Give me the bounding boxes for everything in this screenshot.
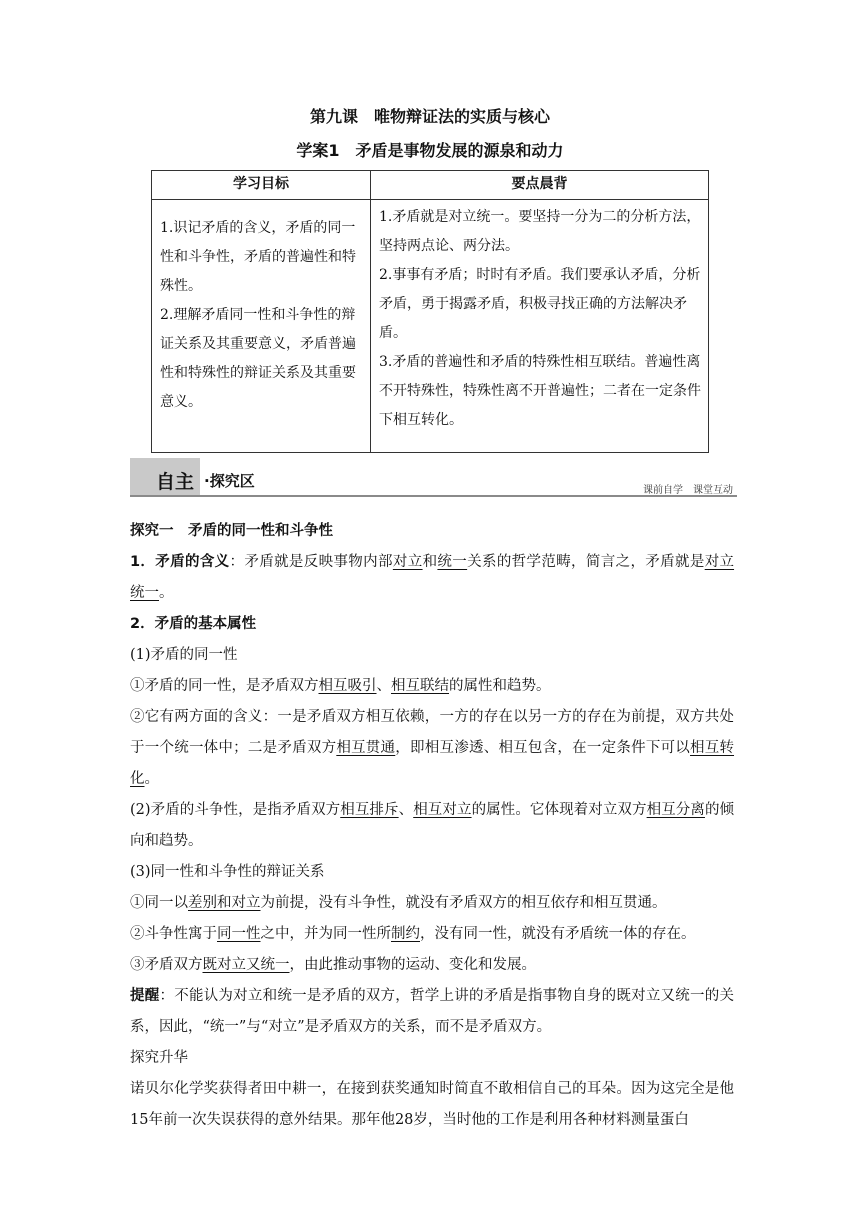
objectives-table (151, 170, 709, 453)
goals-header: 学习目标 (152, 171, 371, 200)
band-main-label: 自主 (156, 471, 195, 493)
goals-cell (152, 200, 371, 453)
paragraph-identity-1: ①矛盾的同一性，是矛盾双方相互吸引、相互联结的属性和趋势。 (130, 678, 551, 694)
paragraph-relation-heading: (3)同一性和斗争性的辩证关系 (130, 864, 325, 880)
paragraph-relation-2: ②斗争性寓于同一性之中，并为同一性所制约，没有同一性，就没有矛盾统一体的存在。 (130, 926, 696, 942)
band-right-label: 课前自学 课堂互动 (643, 485, 733, 496)
paragraph-attributes-heading: 2．矛盾的基本属性 (130, 616, 257, 632)
point-item: 1.矛盾就是对立统一。要坚持一分为二的分析方法，坚持两点论、两分法。 (379, 209, 701, 254)
paragraph-identity-heading: (1)矛盾的同一性 (130, 647, 238, 663)
paragraph-identity-2: ②它有两方面的含义：一是矛盾双方相互依赖，一方的存在以另一方的存在为前提，双方共处于一个统一体中；二是矛盾双方相互贯通，即相互渗透、相互包含，在一定条件下可以相互转化。 (130, 709, 735, 787)
point-item: 3.矛盾的普遍性和矛盾的特殊性相互联结。普遍性离不开特殊性，特殊性离不开普遍性；二者在一定条件下相互转化。 (379, 354, 701, 428)
band-sub-label: ·探究区 (204, 472, 255, 490)
lesson-title: 第九课 唯物辩证法的实质与核心 (309, 107, 550, 126)
paragraph-story: 诺贝尔化学奖获得者田中耕一，在接到获奖通知时简直不敢相信自己的耳朵。因为这完全是他15年前一次失误获得的意外结果。那年他28岁，当时他的工作是利用各种材料测量蛋白 (130, 1081, 734, 1128)
inquiry-heading: 探究一 矛盾的同一性和斗争性 (130, 523, 333, 539)
paragraph-relation-1: ①同一以差别和对立为前提，没有斗争性，就没有矛盾双方的相互依存和相互贯通。 (130, 895, 667, 911)
section-band (130, 458, 737, 498)
content-body (130, 516, 734, 1136)
paragraph-sublimation-heading: 探究升华 (130, 1050, 188, 1066)
case-title: 学案1 矛盾是事物发展的源泉和动力 (296, 141, 564, 160)
paragraph-definition: 1．矛盾的含义：矛盾就是反映事物内部对立和统一关系的哲学范畴，简言之，矛盾就是对立统一。 (130, 554, 735, 601)
paragraph-struggle: (2)矛盾的斗争性，是指矛盾双方相互排斥、相互对立的属性。它体现着对立双方相互分离的倾向和趋势。 (130, 802, 735, 849)
points-header: 要点晨背 (371, 171, 709, 200)
goal-item: 2.理解矛盾同一性和斗争性的辩证关系及其重要意义，矛盾普遍性和特殊性的辩证关系及其重要意义。 (160, 307, 356, 410)
point-item: 2.事事有矛盾；时时有矛盾。我们要承认矛盾，分析矛盾，勇于揭露矛盾，积极寻找正确的方法解决矛盾。 (379, 267, 701, 341)
goal-item: 1.识记矛盾的含义，矛盾的同一性和斗争性，矛盾的普遍性和特殊性。 (160, 220, 356, 294)
points-cell (371, 200, 709, 453)
paragraph-reminder: 提醒：不能认为对立和统一是矛盾的双方，哲学上讲的矛盾是指事物自身的既对立又统一的关系，因此，“统一”与“对立”是矛盾双方的关系，而不是矛盾双方。 (130, 988, 735, 1035)
paragraph-relation-3: ③矛盾双方既对立又统一，由此推动事物的运动、变化和发展。 (130, 957, 536, 973)
